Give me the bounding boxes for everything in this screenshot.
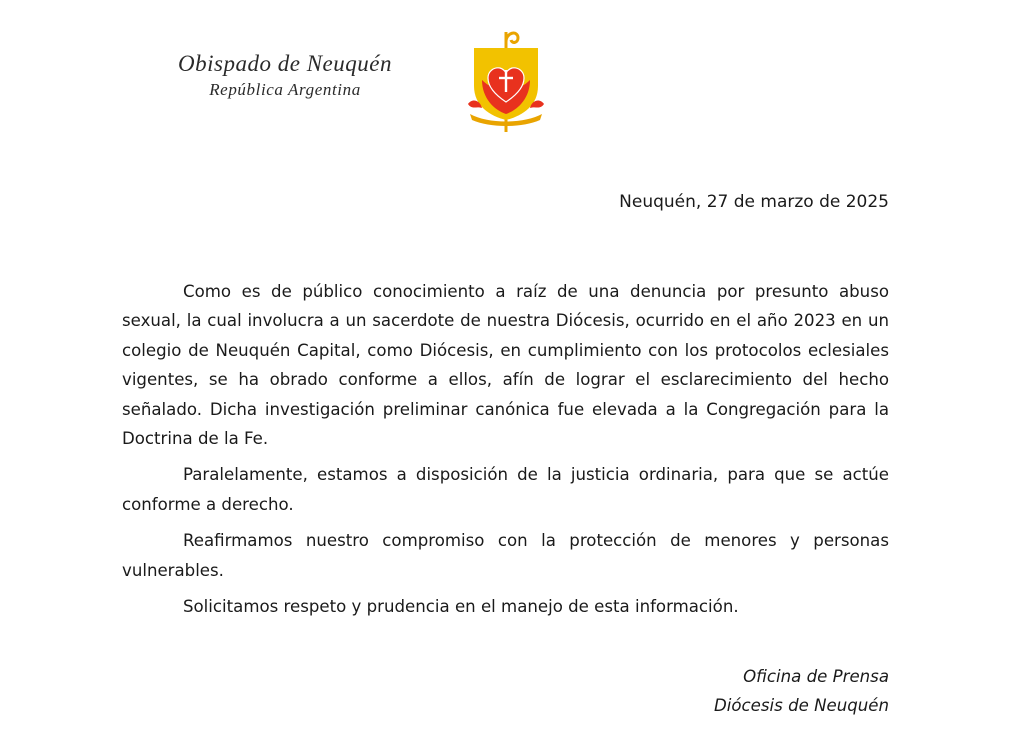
letterhead-text — [150, 50, 420, 102]
organization-name: Obispado de Neuquén — [178, 51, 392, 76]
signature-diocese: Diócesis de Neuquén — [714, 696, 889, 715]
signature-office: Oficina de Prensa — [743, 667, 889, 686]
paragraph-investigation: Como es de público conocimiento a raíz de una denuncia por presunto abuso sexual, la cual involucra a un sacerdote de nuestra Diócesis, ocurrido en el año 2023 en un colegio de Neuquén Capital, como Diócesis, en cumplimiento con los protocolos eclesiales vigentes, se ha obrado conforme a ellos, afín de lograr el esclarecimiento del hecho señalado. Dicha investigación preliminar canónica fue elevada a la Congregación para la Doctrina de la Fe. — [122, 282, 889, 449]
diocesan-coat-of-arms-icon — [460, 28, 552, 134]
paragraph-commitment: Reafirmamos nuestro compromiso con la protección de menores y personas vulnerables. — [122, 531, 889, 580]
paragraph-justice: Paralelamente, estamos a disposición de la justicia ordinaria, para que se actúe conforme a derecho. — [122, 465, 889, 514]
paragraph-request: Solicitamos respeto y prudencia en el manejo de esta información. — [183, 597, 739, 617]
country-name: República Argentina — [209, 80, 361, 99]
signature-block — [714, 662, 889, 720]
statement-text — [122, 277, 889, 628]
letter-date: Neuquén, 27 de marzo de 2025 — [619, 192, 889, 212]
